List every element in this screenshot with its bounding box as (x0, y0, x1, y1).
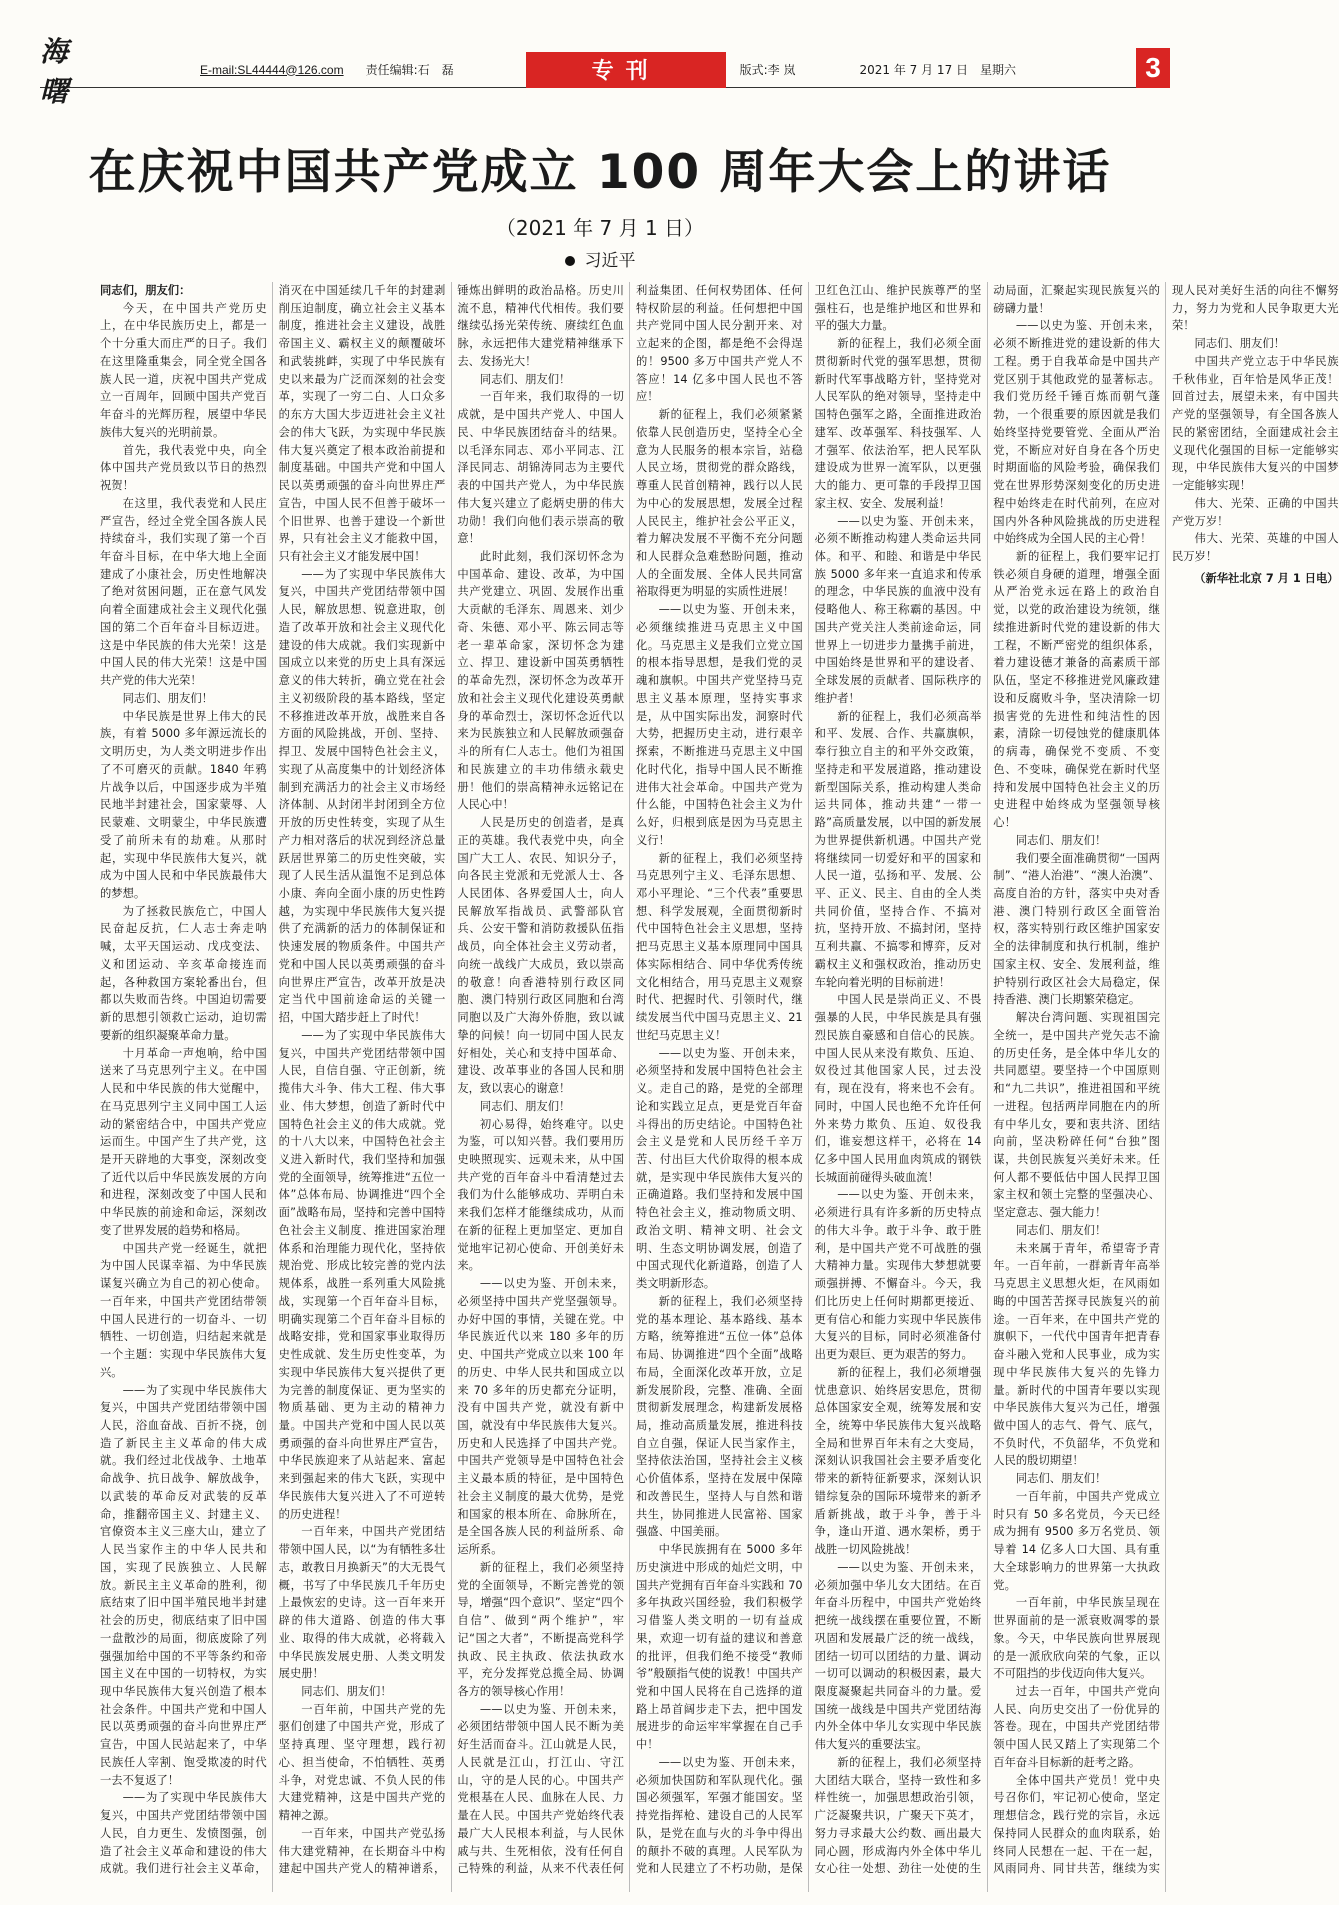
article-paragraph: ——以史为鉴、开创未来，必须团结带领中国人民不断为美好生活而奋斗。江山就是人民，人民就是江山，打江山、守江山，守的是人民的心。中国共产党根基在人民、血脉在人民、力量在人民。中国共产党始终代表最广大人民根本利益，与人民休戚与共、生死相依，没有任何自己特殊的利益，从来不代表任何利益集团、任何权势团体、任何特权阶层的利益。任何想把中国共产党同中国人民分割开来、对立起来的企图，都是绝不会得逞的！9500 多万中国共产党人不答应！14 亿多中国人民也不答应！ (457, 284, 803, 1876)
article-paragraph: 同志们、朋友们！ (479, 372, 571, 386)
masthead (40, 34, 1170, 108)
article-paragraph: 同志们、朋友们！ (122, 691, 213, 705)
article-paragraph: 首先，我代表党中央，向全体中国共产党员致以节日的热烈祝贺！ (100, 443, 267, 493)
email-link[interactable]: E-mail:SL44444@126.com (200, 62, 344, 77)
article-paragraph: 一百年前，中华民族呈现在世界面前的是一派衰败凋零的景象。今天，中华民族向世界展现的是一派欣欣向荣的气象，正以不可阻挡的步伐迈向伟大复兴。 (993, 1596, 1160, 1681)
article-paragraph: 今天，在中国共产党历史上，在中华民族历史上，都是一个十分重大而庄严的日子。我们在这里隆重集会，同全党全国各族人民一道，庆祝中国共产党成立一百周年，回顾中国共产党百年奋斗的光辉历程，展望中华民族伟大复兴的光明前景。 (100, 301, 267, 439)
article-paragraph: 为了拯救民族危亡，中国人民奋起反抗，仁人志士奔走呐喊，太平天国运动、戊戌变法、义和团运动、辛亥革命接连而起，各种救国方案轮番出台，但都以失败而告终。中国迫切需要新的思想引领救亡运动，迫切需要新的组织凝聚革命力量。 (100, 904, 267, 1042)
article-paragraph: 一百年来，我们取得的一切成就，是中国共产党人、中国人民、中华民族团结奋斗的结果。以毛泽东同志、邓小平同志、江泽民同志、胡锦涛同志为主要代表的中国共产党人，为中华民族伟大复兴建立了彪炳史册的伟大功勋！我们向他们表示崇高的敬意！ (457, 390, 624, 546)
bullet-icon (565, 256, 575, 266)
article-paragraph: 新的征程上，我们必须坚持党的基本理论、基本路线、基本方略，统筹推进“五位一体”总体布局、协调推进“四个全面”战略布局，全面深化改革开放，立足新发展阶段，完整、准确、全面贯彻新发展理念，构建新发展格局，推动高质量发展，推进科技自立自强，保证人民当家作主，坚持依法治国，坚持社会主义核心价值体系，坚持在发展中保障和改善民生，坚持人与自然和谐共生，协同推进人民富裕、国家强盛、中国美丽。 (635, 1294, 803, 1539)
article-paragraph: 一百年来，中国共产党弘扬伟大建党精神，在长期奋斗中构建起中国共产党人的精神谱系，锤炼出鲜明的政治品格。历史川流不息，精神代代相传。我们要继续弘扬光荣传统、赓续红色血脉，永远把伟大建党精神继承下去、发扬光大！ (278, 284, 624, 1876)
article-paragraph: ——为了实现中华民族伟大复兴，中国共产党团结带领中国人民，自信自强、守正创新，统揽伟大斗争、伟大工程、伟大事业、伟大梦想，创造了新时代中国特色社会主义的伟大成就。党的十八大以来，中国特色社会主义进入新时代，我们坚持和加强党的全面领导，统筹推进“五位一体”总体布局、协调推进“四个全面”战略布局，坚持和完善中国特色社会主义制度、推进国家治理体系和治理能力现代化，坚持依规治党、形成比较完善的党内法规体系，战胜一系列重大风险挑战，实现第一个百年奋斗目标，明确实现第二个百年奋斗目标的战略安排，党和国家事业取得历史性成就、发生历史性变革，为实现中华民族伟大复兴提供了更为完善的制度保证、更为坚实的物质基础、更为主动的精神力量。中国共产党和中国人民以英勇顽强的奋斗向世界庄严宣告，中华民族迎来了从站起来、富起来到强起来的伟大飞跃，实现中华民族伟大复兴进入了不可逆转的历史进程！ (278, 1028, 446, 1521)
article-paragraph: 同志们、朋友们！ (1015, 1472, 1107, 1486)
article-paragraph: ——以史为鉴、开创未来，必须进行具有许多新的历史特点的伟大斗争。敢于斗争、敢于胜利，是中国共产党不可战胜的强大精神力量。实现伟大梦想就要顽强拼搏、不懈奋斗。今天，我们比历史上任何时期都更接近、更有信心和能力实现中华民族伟大复兴的目标，同时必须准备付出更为艰巨、更为艰苦的努力。 (814, 1188, 982, 1362)
dateline: （新华社北京 7 月 1 日电） (1194, 571, 1339, 585)
article-paragraph: 中国共产党一经诞生，就把为中国人民谋幸福、为中华民族谋复兴确立为自己的初心使命。一百年来，中国共产党团结带领中国人民进行的一切奋斗、一切牺牲、一切创造，归结起来就是一个主题：实现中华民族伟大复兴。 (100, 1241, 267, 1379)
issue-date: 2021 年 7 月 17 日 星期六 (859, 63, 1017, 77)
article-paragraph: ——为了实现中华民族伟大复兴，中国共产党团结带领中国人民，自力更生、发愤图强，创造了社会主义革命和建设的伟大成就。我们进行社会主义革命，消灭在中国延续几千年的封建剥削压迫制度，确立社会主义基本制度，推进社会主义建设，战胜帝国主义、霸权主义的颠覆破坏和武装挑衅，实现了中华民族有史以来最为广泛而深刻的社会变革，实现了一穷二白、人口众多的东方大国大步迈进社会主义社会的伟大飞跃，为实现中华民族伟大复兴奠定了根本政治前提和制度基础。中国共产党和中国人民以英勇顽强的奋斗向世界庄严宣告，中国人民不但善于破坏一个旧世界、也善于建设一个新世界，只有社会主义才能救中国，只有社会主义才能发展中国！ (100, 284, 446, 1876)
article-paragraph: 新的征程上，我们要牢记打铁必须自身硬的道理，增强全面从严治党永远在路上的政治自觉，以党的政治建设为统领，继续推进新时代党的建设新的伟大工程，不断严密党的组织体系，着力建设德才兼备的高素质干部队伍，坚定不移推进党风廉政建设和反腐败斗争，坚决清除一切损害党的先进性和纯洁性的因素，清除一切侵蚀党的健康肌体的病毒，确保党不变质、不变色、不变味，确保党在新时代坚持和发展中国特色社会主义的历史进程中始终成为坚强领导核心！ (993, 550, 1160, 830)
article-paragraph: 我们要全面准确贯彻“一国两制”、“港人治港”、“澳人治澳”、高度自治的方针，落实中央对香港、澳门特别行政区全面管治权，落实特别行政区维护国家安全的法律制度和执行机制，维护国家主权、安全、发展利益，维护特别行政区社会大局稳定，保持香港、澳门长期繁荣稳定。 (993, 851, 1160, 1007)
article-paragraph: 同志们、朋友们！ (1015, 833, 1107, 847)
article-paragraph: ——以史为鉴、开创未来，必须不断推进党的建设新的伟大工程。勇于自我革命是中国共产党区别于其他政党的显著标志。我们党历经千锤百炼而朝气蓬勃，一个很重要的原因就是我们始终坚持党要管党、全面从严治党，不断应对好自身在各个历史时期面临的风险考验，确保我们党在世界形势深刻变化的历史进程中始终走在时代前列，在应对国内外各种风险挑战的历史进程中始终成为全国人民的主心骨！ (993, 319, 1160, 546)
article-paragraph: 一百年来，中国共产党团结带领中国人民，以“为有牺牲多壮志，敢教日月换新天”的大无畏气概，书写了中华民族几千年历史上最恢宏的史诗。这一百年来开辟的伟大道路、创造的伟大事业、取得的伟大成就，必将载入中华民族发展史册、人类文明发展史册！ (278, 1525, 446, 1681)
article-paragraph: 中华民族拥有在 5000 多年历史演进中形成的灿烂文明，中国共产党拥有百年奋斗实践和 70 多年执政兴国经验，我们积极学习借鉴人类文明的一切有益成果，欢迎一切有益的建议和善意的批评，但我们绝不接受“教师爷”般颐指气使的说教！中国共产党和中国人民将在自己选择的道路上昂首阔步走下去，把中国发展进步的命运牢牢掌握在自己手中！ (635, 1543, 803, 1752)
speech-date: （2021 年 7 月 1 日） (495, 216, 705, 240)
article-paragraph: ——以史为鉴、开创未来，必须继续推进马克思主义中国化。马克思主义是我们立党立国的根本指导思想，是我们党的灵魂和旗帜。中国共产党坚持马克思主义基本原理，坚持实事求是，从中国实际出发，洞察时代大势，把握历史主动，进行艰辛探索，不断推进马克思主义中国化时代化，指导中国人民不断推进伟大社会革命。中国共产党为什么能，中国特色社会主义为什么好，归根到底是因为马克思主义行！ (635, 603, 803, 847)
article-body (100, 282, 1339, 1892)
article-paragraph: ——以史为鉴、开创未来，必须坚持中国共产党坚强领导。办好中国的事情，关键在党。中华民族近代以来 180 多年的历史、中国共产党成立以来 100 年的历史、中华人民共和国成立以来 70 多年的历史都充分证明，没有中国共产党，就没有新中国，就没有中华民族伟大复兴。历史和人民选择了中国共产党。中国共产党领导是中国特色社会主义最本质的特征，是中国特色社会主义制度的最大优势，是党和国家的根本所在、命脉所在，是全国各族人民的利益所系、命运所系。 (457, 1277, 624, 1557)
article-paragraph: 同志们、朋友们！ (301, 1685, 392, 1699)
article-paragraph: 新的征程上，我们必须坚持大团结大联合，坚持一致性和多样性统一，加强思想政治引领，广泛凝聚共识，广聚天下英才，努力寻求最大公约数、画出最大同心圆，形成海内外全体中华儿女心往一处想、劲往一处使的生动局面，汇聚起实现民族复兴的磅礴力量！ (814, 284, 1160, 1876)
article-paragraph: ——以史为鉴、开创未来，必须加强中华儿女大团结。在百年奋斗历程中，中国共产党始终把统一战线摆在重要位置，不断巩固和发展最广泛的统一战线，团结一切可以团结的力量、调动一切可以调动的积极因素，最大限度凝聚起共同奋斗的力量。爱国统一战线是中国共产党团结海内外全体中华儿女实现中华民族伟大复兴的重要法宝。 (814, 1560, 982, 1752)
article-paragraph: 新的征程上，我们必须全面贯彻新时代党的强军思想，贯彻新时代军事战略方针，坚持党对人民军队的绝对领导，坚持走中国特色强军之路，全面推进政治建军、改革强军、科技强军、人才强军、依法治军，把人民军队建设成为世界一流军队，以更强大的能力、更可靠的手段捍卫国家主权、安全、发展利益！ (814, 337, 982, 510)
newspaper-logo: 海 曙 (40, 34, 89, 108)
article-paragraph: 中国人民是崇尚正义、不畏强暴的人民，中华民族是具有强烈民族自豪感和自信心的民族。中国人民从来没有欺负、压迫、奴役过其他国家人民，过去没有，现在没有，将来也不会有。同时，中国人民也绝不允许任何外来势力欺负、压迫、奴役我们，谁妄想这样干，必将在 14 亿多中国人民用血肉筑成的钢铁长城面前碰得头破血流！ (814, 993, 982, 1184)
author-name: 习近平 (584, 251, 636, 271)
article-paragraph: 伟大、光荣、正确的中国共产党万岁！ (1171, 496, 1339, 528)
article-paragraph: 新的征程上，我们必须高举和平、发展、合作、共赢旗帜，奉行独立自主的和平外交政策，坚持走和平发展道路，推动建设新型国际关系，推动构建人类命运共同体，推动共建“一带一路”高质量发展，以中国的新发展为世界提供新机遇。中国共产党将继续同一切爱好和平的国家和人民一道，弘扬和平、发展、公平、正义、民主、自由的全人类共同价值，坚持合作、不搞对抗，坚持开放、不搞封闭，坚持互利共赢、不搞零和博弈，反对霸权主义和强权政治，推动历史车轮向着光明的目标前进！ (814, 709, 982, 989)
editor-credit: 责任编辑:石 磊 (365, 63, 454, 77)
layout-credit: 版式:李 岚 (739, 63, 796, 77)
article-paragraph: 同志们、朋友们！ (479, 1099, 571, 1113)
byline (0, 246, 1200, 271)
article-paragraph: 人民是历史的创造者，是真正的英雄。我代表党中央，向全国广大工人、农民、知识分子，向各民主党派和无党派人士、各人民团体、各界爱国人士，向人民解放军指战员、武警部队官兵、公安干警和消防救援队伍指战员，向全体社会主义劳动者，向统一战线广大成员，致以崇高的敬意！向香港特别行政区同胞、澳门特别行政区同胞和台湾同胞以及广大海外侨胞，致以诚挚的问候！向一切同中国人民友好相处，关心和支持中国革命、建设、改革事业的各国人民和朋友，致以衷心的谢意！ (457, 816, 624, 1096)
article-paragraph: 一百年前，中国共产党成立时只有 50 多名党员，今天已经成为拥有 9500 多万名党员、领导着 14 亿多人口大国、具有重大全球影响力的世界第一大执政党。 (993, 1489, 1160, 1592)
article-paragraph: 同志们、朋友们！ (1194, 337, 1285, 351)
article-paragraph: ——以史为鉴、开创未来，必须加快国防和军队现代化。强国必须强军，军强才能国安。坚持党指挥枪、建设自己的人民军队，是党在血与火的斗争中得出的颠扑不破的真理。人民军队为党和人民建立了不朽功勋，是保卫红色江山、维护民族尊严的坚强柱石，也是维护地区和世界和平的强大力量。 (635, 284, 982, 1876)
section-banner: 专刊 (526, 52, 726, 88)
page-number: 3 (1136, 48, 1170, 88)
article-paragraph: 新的征程上，我们必须坚持马克思列宁主义、毛泽东思想、邓小平理论、“三个代表”重要思想、科学发展观，全面贯彻新时代中国特色社会主义思想，坚持把马克思主义基本原理同中国具体实际相结合、同中华优秀传统文化相结合，用马克思主义观察时代、把握时代、引领时代，继续发展当代中国马克思主义、21 世纪马克思主义！ (635, 851, 803, 1042)
article-paragraph: ——为了实现中华民族伟大复兴，中国共产党团结带领中国人民，解放思想、锐意进取，创造了改革开放和社会主义现代化建设的伟大成就。我们实现新中国成立以来党的历史上具有深远意义的伟大转折，确立党在社会主义初级阶段的基本路线，坚定不移推进改革开放，战胜来自各方面的风险挑战，开创、坚持、捍卫、发展中国特色社会主义，实现了从高度集中的计划经济体制到充满活力的社会主义市场经济体制、从封闭半封闭到全方位开放的历史性转变，实现了从生产力相对落后的状况到经济总量跃居世界第二的历史性突破，实现了人民生活从温饱不足到总体小康、奔向全面小康的历史性跨越，为实现中华民族伟大复兴提供了充满新的活力的体制保证和快速发展的物质条件。中国共产党和中国人民以英勇顽强的奋斗向世界庄严宣告，改革开放是决定当代中国前途命运的关键一招，中国大踏步赶上了时代！ (278, 567, 446, 1025)
article-paragraph: 解决台湾问题、实现祖国完全统一，是中国共产党矢志不渝的历史任务，是全体中华儿女的共同愿望。要坚持一个中国原则和“九二共识”，推进祖国和平统一进程。包括两岸同胞在内的所有中华儿女，要和衷共济、团结向前，坚决粉碎任何“台独”图谋，共创民族复兴美好未来。任何人都不要低估中国人民捍卫国家主权和领土完整的坚强决心、坚定意志、强大能力！ (993, 1011, 1160, 1220)
article-paragraph: 新的征程上，我们必须增强忧患意识、始终居安思危，贯彻总体国家安全观，统筹发展和安全，统筹中华民族伟大复兴战略全局和世界百年未有之大变局，深刻认识我国社会主要矛盾变化带来的新特征新要求，深刻认识错综复杂的国际环境带来的新矛盾新挑战，敢于斗争，善于斗争，逢山开道、遇水架桥，勇于战胜一切风险挑战！ (814, 1365, 982, 1557)
salutation: 同志们，朋友们： (100, 284, 191, 297)
article-paragraph: 同志们、朋友们！ (1015, 1223, 1107, 1237)
article-paragraph: 新的征程上，我们必须紧紧依靠人民创造历史，坚持全心全意为人民服务的根本宗旨，站稳人民立场，贯彻党的群众路线，尊重人民首创精神，践行以人民为中心的发展思想，发展全过程人民民主，维护社会公平正义，着力解决发展不平衡不充分问题和人民群众急难愁盼问题，推动人的全面发展、全体人民共同富裕取得更为明显的实质性进展！ (635, 408, 803, 599)
article-paragraph: 在这里，我代表党和人民庄严宣告，经过全党全国各族人民持续奋斗，我们实现了第一个百年奋斗目标，在中华大地上全面建成了小康社会，历史性地解决了绝对贫困问题，正在意气风发向着全面建成社会主义现代化强国的第二个百年奋斗目标迈进。这是中华民族的伟大光荣！这是中国人民的伟大光荣！这是中国共产党的伟大光荣！ (100, 496, 267, 688)
article-headline: 在庆祝中国共产党成立 100 周年大会上的讲话 (88, 145, 1112, 200)
article-paragraph: 中国共产党立志于中华民族千秋伟业，百年恰是风华正茂！回首过去，展望未来，有中国共产党的坚强领导，有全国各族人民的紧密团结，全面建成社会主义现代化强国的目标一定能够实现，中华民族伟大复兴的中国梦一定能够实现！ (1171, 354, 1339, 493)
article-paragraph: 全体中国共产党员！党中央号召你们，牢记初心使命，坚定理想信念，践行党的宗旨，永远保持同人民群众的血肉联系，始终同人民想在一起、干在一起，风雨同舟、同甘共苦，继续为实现人民对美好生活的向往不懈努力，努力为党和人民争取更大光荣！ (993, 284, 1339, 1876)
article-paragraph: 此时此刻，我们深切怀念为中国革命、建设、改革，为中国共产党建立、巩固、发展作出重大贡献的毛泽东、周恩来、刘少奇、朱德、邓小平、陈云同志等老一辈革命家，深切怀念为建立、捍卫、建设新中国英勇牺牲的革命先烈，深切怀念为改革开放和社会主义现代化建设英勇献身的革命烈士，深切怀念近代以来为民族独立和人民解放顽强奋斗的所有仁人志士。他们为祖国和民族建立的丰功伟绩永载史册！他们的崇高精神永远铭记在人民心中！ (457, 550, 624, 812)
article-paragraph: 初心易得，始终难守。以史为鉴，可以知兴替。我们要用历史映照现实、远观未来，从中国共产党的百年奋斗中看清楚过去我们为什么能够成功、弄明白未来我们怎样才能继续成功，从而在新的征程上更加坚定、更加自觉地牢记初心使命、开创美好未来。 (457, 1117, 624, 1273)
article-paragraph: 十月革命一声炮响，给中国送来了马克思列宁主义。在中国人民和中华民族的伟大觉醒中，在马克思列宁主义同中国工人运动的紧密结合中，中国共产党应运而生。中国产生了共产党，这是开天辟地的大事变，深刻改变了近代以后中华民族发展的方向和进程，深刻改变了中国人民和中华民族的前途和命运，深刻改变了世界发展的趋势和格局。 (100, 1046, 267, 1237)
article-paragraph: 伟大、光荣、英雄的中国人民万岁！ (1171, 532, 1339, 564)
article-paragraph: 中华民族是世界上伟大的民族，有着 5000 多年源远流长的文明历史，为人类文明进步作出了不可磨灭的贡献。1840 年鸦片战争以后，中国逐步成为半殖民地半封建社会，国家蒙辱、人民蒙难、文明蒙尘，中华民族遭受了前所未有的劫难。从那时起，实现中华民族伟大复兴，就成为中国人民和中华民族最伟大的梦想。 (100, 709, 267, 900)
article-paragraph: ——为了实现中华民族伟大复兴，中国共产党团结带领中国人民，浴血奋战、百折不挠，创造了新民主主义革命的伟大成就。我们经过北伐战争、土地革命战争、抗日战争、解放战争，以武装的革命反对武装的反革命，推翻帝国主义、封建主义、官僚资本主义三座大山，建立了人民当家作主的中华人民共和国，实现了民族独立、人民解放。新民主主义革命的胜利，彻底结束了旧中国半殖民地半封建社会的历史，彻底结束了旧中国一盘散沙的局面，彻底废除了列强强加给中国的不平等条约和帝国主义在中国的一切特权，为实现中华民族伟大复兴创造了根本社会条件。中国共产党和中国人民以英勇顽强的奋斗向世界庄严宣告，中国人民站起来了，中华民族任人宰割、饱受欺凌的时代一去不复返了！ (100, 1383, 267, 1787)
article-paragraph: 未来属于青年，希望寄予青年。一百年前，一群新青年高举马克思主义思想火炬，在风雨如晦的中国苦苦探寻民族复兴的前途。一百年来，在中国共产党的旗帜下，一代代中国青年把青春奋斗融入党和人民事业，成为实现中华民族伟大复兴的先锋力量。新时代的中国青年要以实现中华民族伟大复兴为己任，增强做中国人的志气、骨气、底气，不负时代，不负韶华，不负党和人民的殷切期望！ (993, 1241, 1160, 1468)
article-paragraph: 过去一百年，中国共产党向人民、向历史交出了一份优异的答卷。现在，中国共产党团结带领中国人民又踏上了实现第二个百年奋斗目标新的赶考之路。 (993, 1685, 1160, 1769)
article-paragraph: 一百年前，中国共产党的先驱们创建了中国共产党，形成了坚持真理、坚守理想，践行初心、担当使命，不怕牺牲、英勇斗争，对党忠诚、不负人民的伟大建党精神，这是中国共产党的精神之源。 (278, 1702, 446, 1823)
article-paragraph: ——以史为鉴、开创未来，必须坚持和发展中国特色社会主义。走自己的路，是党的全部理论和实践立足点，更是党百年奋斗得出的历史结论。中国特色社会主义是党和人民历经千辛万苦、付出巨大代价取得的根本成就，是实现中华民族伟大复兴的正确道路。我们坚持和发展中国特色社会主义，推动物质文明、政治文明、精神文明、社会文明、生态文明协调发展，创造了中国式现代化新道路，创造了人类文明新形态。 (635, 1046, 803, 1291)
article-paragraph: ——以史为鉴、开创未来，必须不断推动构建人类命运共同体。和平、和睦、和谐是中华民族 5000 多年来一直追求和传承的理念，中华民族的血液中没有侵略他人、称王称霸的基因。中国共产党关注人类前途命运，同世界上一切进步力量携手前进，中国始终是世界和平的建设者、全球发展的贡献者、国际秩序的维护者！ (814, 514, 982, 705)
article-paragraph: 新的征程上，我们必须坚持党的全面领导，不断完善党的领导，增强“四个意识”、坚定“四个自信”、做到“两个维护”，牢记“国之大者”，不断提高党科学执政、民主执政、依法执政水平，充分发挥党总揽全局、协调各方的领导核心作用！ (457, 1560, 624, 1699)
